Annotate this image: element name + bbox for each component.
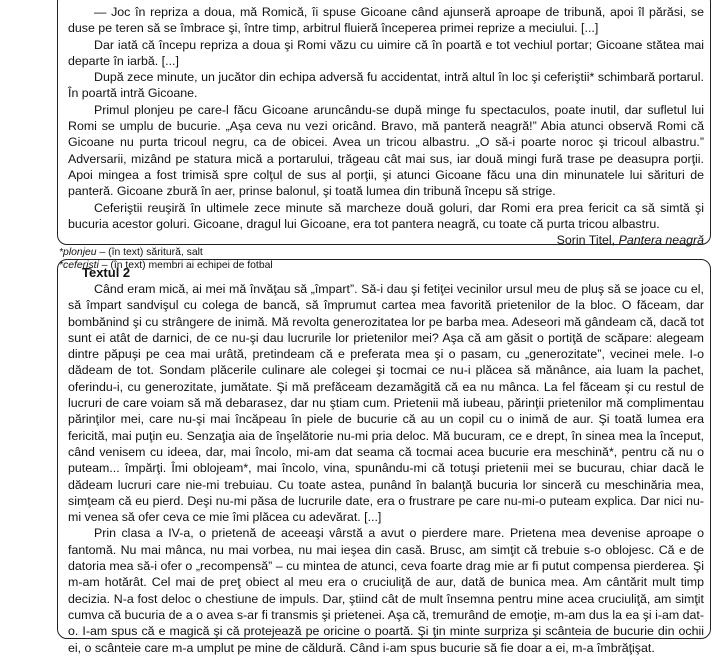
text1-paragraph-1: — Joc în repriza a doua, mă Romică, îi spuse Gicoane când ajunseră aproape de tribună, apoi îl părăsi, se duse pe teren să se îmbrace şi, între timp, arbitrul fluieră începerea primei reprize a meciului. [...] (68, 5, 704, 36)
text2-frame (57, 259, 711, 655)
glossary-term: *ceferişti (59, 259, 99, 271)
text1-source (68, 232, 704, 248)
text1-work-title: Pantera neagră (618, 233, 704, 248)
text2-paragraph-2: Prin clasa a IV-a, o prietenă de aceeaşi vârstă a avut o pierdere mare. Prietena mea devenise aproape o fantomă. Nu mai mânca, nu mai vorbea, nu mai ieşea din casă. Brusc, am simţit că trebuie s-o oblojesc. Că e de datoria mea să-i ofer o „recompensă” – cu mintea de atunci, ceva foarte drag mie ar fi putut compensa pierderea. Şi m-am hotărât. Cel mai de preţ obiect al meu era o cruciuliţă de aur, dată de bunica mea. Am cântărit mult timp decizia. N-a fost deloc o chestiune de impuls. Dar, ştiind cât de mult însemna pentru mine acea cruciuliţă, am simţit cumva că bucuria de a o avea s-ar fi transmis şi prietenei. Aşa că, tremurând de emoţie, m-am dus la ea şi i-am dat-o. I-am spus că e magică şi că protejează pe oricine o poartă. Şi ţin minte surpriza şi scânteia de bucurie din ochii ei, o scânteie care m-a umplut pe mine de căldură. Când i-am spus bucurie să fie doar a ei, m-a îmbrăţişat. (68, 526, 704, 655)
glossary-definition: – (în text) membri ai echipei de fotbal (98, 259, 273, 271)
glossary-term: *plonjeu (59, 247, 97, 258)
text1-frame (57, 0, 711, 248)
text1-paragraph-2: Dar iată că începu repriza a doua şi Romi văzu cu uimire că în poartă e tot vechiul portar; Gicoane stătea mai departe în iarbă. [...] (68, 37, 704, 68)
text1-paragraph-5: Ceferiştii reuşiră în ultimele zece minute să marcheze două goluri, dar Romi era prea fericit ca să simtă şi bucuria acestor goluri. Gicoane, dragul lui Gicoane, era tot pantera neagră, cu toate că purta tricou albastru. (68, 200, 704, 231)
glossary-definition: – (în text) săritură, salt (96, 247, 203, 258)
text1-paragraph-4: Primul plonjeu pe care-l făcu Gicoane aruncându-se după minge fu spectaculos, poate inutil, dar sufletul lui Romi se umplu de bucurie. „Aşa ceva nu vezi oricând. Bravo, mă panteră neagră!” Abia atunci observă Romi că Gicoane nu purta tricoul negru, ca de obicei. Avea un tricou albastru. „O să-i poarte noroc şi tricoul albastru.” Adversarii, mizând pe statura mică a portarului, trăgeau cât mai sus, iar două mingi fură trase pe deasupra porţii. Apoi mingea a fost trimisă spre colţul de sus al porţii, şi atunci Gicoane făcu una din minunatele lui sărituri de panteră. Gicoane zbură în aer, prinse balonul, şi toată lumea din tribună începu să strige. (68, 102, 704, 199)
text2-paragraph-1: Când eram mică, ai mei mă învăţau să „împart”. Să-i dau şi fetiţei vecinilor ursul meu de pluş să se joace cu el, să împart sandvişul cu colega de bancă, să împrumut cartea mea favorită prietenilor de la bloc. O făceam, dar bombănind şi cu strângere de inimă. Mă revolta generozitatea lor pe barba mea. Adeseori mă gândeam că, dacă tot sunt ei atât de darnici, de ce nu-şi dau lucrurile lor prietenilor mei? Aşa că am găsit o portiţă de scăpare: alegeam dintre păpuşi pe cea mai urâtă, pretindeam că e preferata mea şi o pasam, cu „generozitate”, vecinei mele. I-o dădeam de tot. Sondam plăcerile culinare ale colegei şi tocmai ce nu-i plăcea să mănânce, aia luam la pachet, oferindu-i, cu generozitate, jumătate. Şi mă prefăceam dezamăgită că ea nu mânca. La fel făceam şi cu restul de lucruri de care voiam să mă debarasez, dar nu ştiam cum. Prietenii mă iubeau, părinţii prietenilor mă complimentau părinţilor mei, care nu-şi mai încăpeau în piele de bucurie că au un copil cu o inimă de aur. Şi toată lumea era fericită, mai puţin eu. Senzaţia aia de înşelătorie nu-mi pria deloc. Mă bucuram, ce e drept, în sinea mea la început, când venisem cu ideea, dar, mai încolo, mi-am dat seama că tocmai acea bucurie era meschină*, pentru că nu o puteam... împărţi. Îmi oblojeam*, mai încolo, vina, spunându-mi că totuşi prietenii mei se bucurau, chiar dacă le dădeam lucruri care nie-mi trebuiau. Cu toate astea, punând în balanţă bucuria lor sinceră cu meschinăria mea, simţeam că eu pierd. Deşi nu-mi păsa de lucrurile date, era o frustrare pe care nu-mi-o puteam explica. Dar nici nu-mi venea să ofer ceva ce mie îmi plăcea cu adevărat. [...] (68, 282, 704, 525)
text1-paragraph-3: După zece minute, un jucător din echipa adversă fu accidentat, intră altul în loc şi ceferiştii* schimbară portarul. În poartă intră Gicoane. (68, 70, 704, 101)
glossary-note-1 (59, 247, 699, 260)
text1-author: Sorin Titel, (556, 233, 616, 248)
text2-title: Textul 2 (82, 265, 131, 280)
